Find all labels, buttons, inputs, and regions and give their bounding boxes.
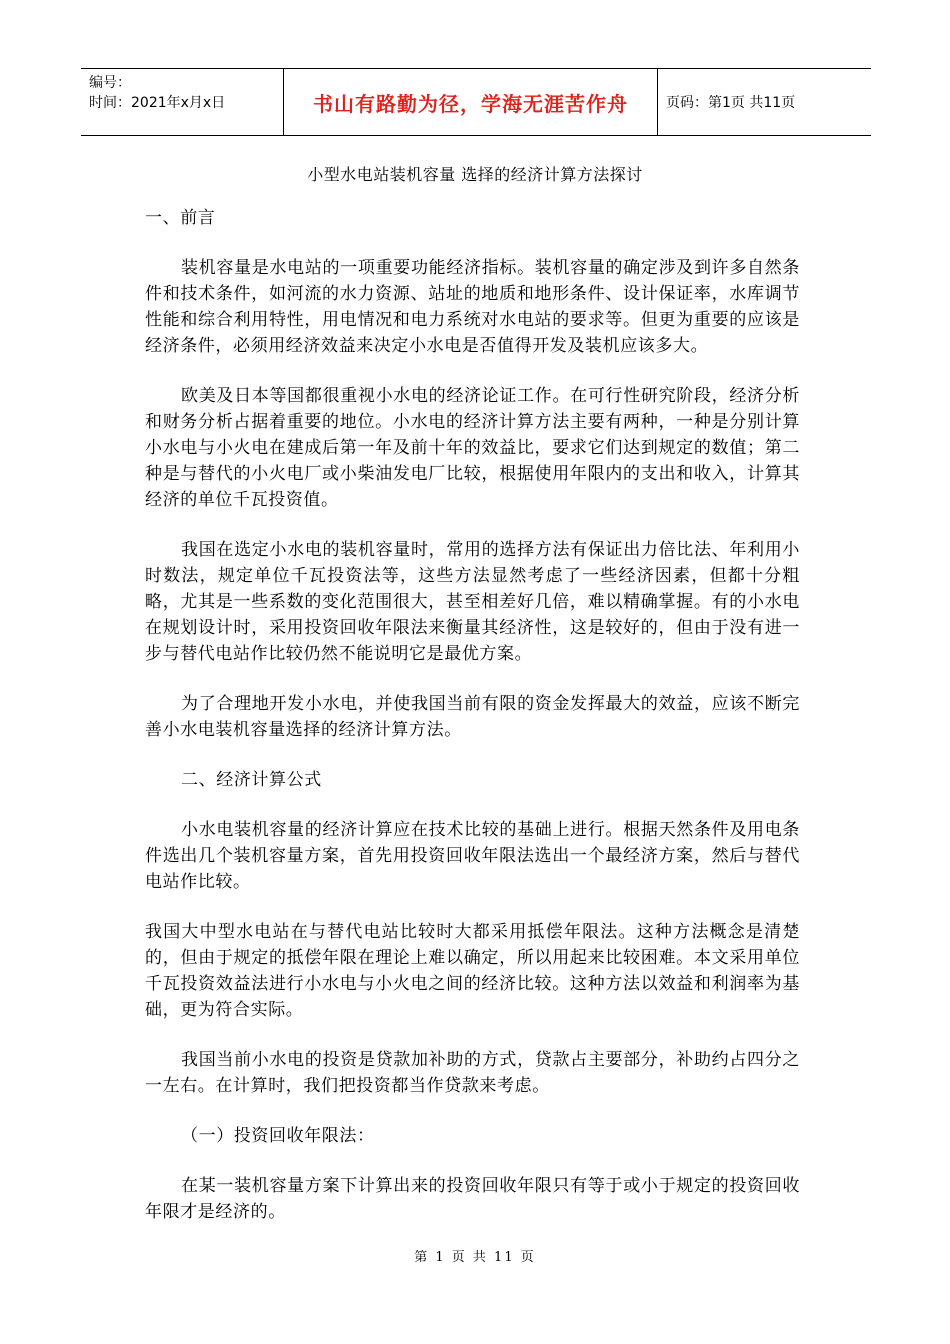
page-footer: 第 1 页 共 11 页 <box>414 1250 536 1265</box>
paragraph: 欧美及日本等国都很重视小水电的经济论证工作。在可行性研究阶段，经济分析和财务分析占据着重要的地位。小水电的经济计算方法主要有两种，一种是分别计算小水电与小火电在建成后第一年及前十年的效益比，要求它们达到规定的数值；第二种是与替代的小火电厂或小柴油发电厂比较，根据使用年限内的支出和收入，计算其经济的单位千瓦投资值。 <box>145 386 800 510</box>
section-heading-intro: 一、前言 <box>145 208 216 228</box>
paragraph: 我国当前小水电的投资是贷款加补助的方式，贷款占主要部分，补助约占四分之一左右。在计算时，我们把投资都当作贷款来考虑。 <box>145 1050 800 1096</box>
subsection-heading: （一）投资回收年限法： <box>181 1126 375 1146</box>
document-body <box>145 205 800 1249</box>
paragraph: 小水电装机容量的经济计算应在技术比较的基础上进行。根据天然条件及用电条件选出几个装机容量方案，首先用投资回收年限法选出一个最经济方案，然后与替代电站作比较。 <box>145 820 800 892</box>
paragraph: 在某一装机容量方案下计算出来的投资回收年限只有等于或小于规定的投资回收年限才是经济的。 <box>145 1176 800 1222</box>
paragraph: 装机容量是水电站的一项重要功能经济指标。装机容量的确定涉及到许多自然条件和技术条件，如河流的水力资源、站址的地质和地形条件、设计保证率，水库调节性能和综合利用特性，用电情况和电力系统对水电站的要求等。但更为重要的应该是经济条件，必须用经济效益来决定小水电是否值得开发及装机应该多大。 <box>145 258 800 356</box>
document-title: 小型水电站装机容量 选择的经济计算方法探讨 <box>307 165 643 184</box>
doc-time: 时间：2021年x月x日 <box>89 95 226 111</box>
paragraph: 我国在选定小水电的装机容量时，常用的选择方法有保证出力倍比法、年利用小时数法，规定单位千瓦投资法等，这些方法显然考虑了一些经济因素，但都十分粗略，尤其是一些系数的变化范围很大，甚至相差好几倍，难以精确掌握。有的小水电在规划设计时，采用投资回收年限法来衡量其经济性，这是较好的，但由于没有进一步与替代电站作比较仍然不能说明它是最优方案。 <box>145 540 800 664</box>
header-motto: 书山有路勤为径，学海无涯苦作舟 <box>283 69 658 135</box>
section-heading-formula: 二、经济计算公式 <box>181 770 322 790</box>
doc-code-label: 编号： <box>89 75 131 91</box>
header-page-info: 页码：第1页 共11页 <box>666 95 796 111</box>
header-meta <box>81 69 283 135</box>
paragraph: 我国大中型水电站在与替代电站比较时大都采用抵偿年限法。这种方法概念是清楚的，但由于规定的抵偿年限在理论上难以确定，所以用起来比较困难。本文采用单位千瓦投资效益法进行小水电与小火电之间的经济比较。这种方法以效益和利润率为基础，更为符合实际。 <box>145 922 800 1020</box>
header-table <box>81 68 871 136</box>
paragraph: 为了合理地开发小水电，并使我国当前有限的资金发挥最大的效益，应该不断完善小水电装机容量选择的经济计算方法。 <box>145 694 800 740</box>
